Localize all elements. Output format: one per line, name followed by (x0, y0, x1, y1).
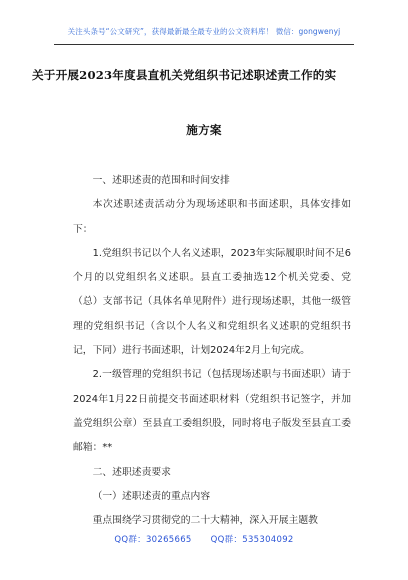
body-paragraph: 2.一级管理的党组织书记（包括现场述职与书面述职）请于2024年1月22日前提交书面述职材料（党组织书记签字，并加盖党组织公章）至县直工委组织股，同时将电子版发至县直工委邮箱：** (73, 369, 351, 454)
footer-contacts (0, 533, 408, 545)
body-paragraph: 本次述职述责活动分为现场述职和书面述职，具体安排如下： (73, 199, 351, 235)
body-paragraph: 1.党组织书记以个人名义述职，2023年实际履职时间不足6个月的以党组织名义述职。县直工委抽选12个机关党委、党（总）支部书记（具体名单见附件）进行现场述职，其他一级管理的党组织书记（含以个人名义和党组织名义述职的党组织书记，下同）进行书面述职，计划2024年2月上旬完成。 (73, 247, 351, 357)
qq-group-1: QQ群：30265665 (114, 535, 192, 545)
header-note: 关注头条号“公文研究”，获得最新最全最专业的公文资料库！ 微信：gongwenyj (67, 27, 341, 36)
section-heading: 二、述职述责要求 (92, 466, 171, 478)
document-title-line-1: 关于开展2023年度县直机关党组织书记述职述责工作的实 (32, 68, 337, 82)
subsection-heading: （一）述职述责的重点内容 (92, 490, 211, 502)
document-title-line-2: 施方案 (186, 123, 222, 137)
header-divider (54, 44, 354, 45)
qq-group-2: QQ群：535304092 (210, 535, 294, 545)
body-paragraph: 重点围绕学习贯彻党的二十大精神，深入开展主题教 (92, 515, 318, 527)
document-body (73, 169, 351, 533)
section-heading: 一、述职述责的范围和时间安排 (92, 175, 230, 186)
